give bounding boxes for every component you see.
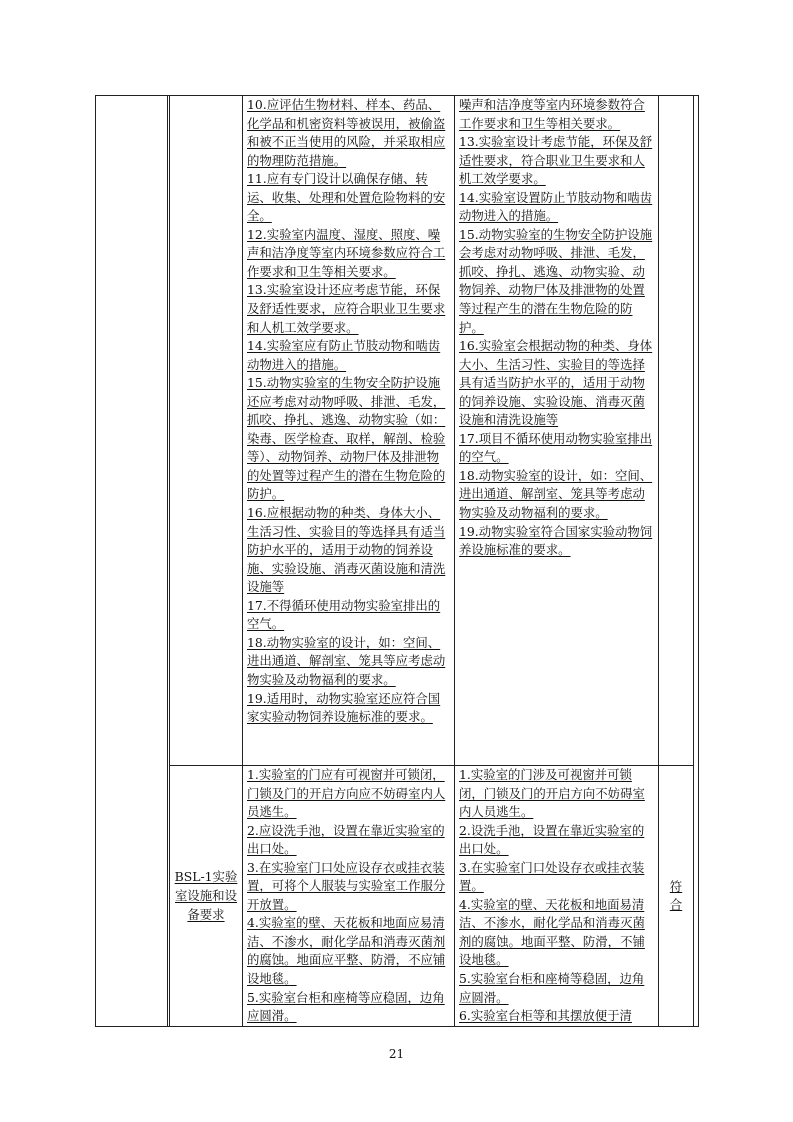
requirement-item: 2.应设洗手池，设置在靠近实验室的出口处。	[247, 822, 445, 857]
implementation-item: 14.实验室设置防止节肢动物和啮齿动物进入的措施。	[459, 189, 653, 224]
requirement-item: 5.实验室台柜和座椅等应稳固，边角应圆滑。	[247, 989, 445, 1024]
implementation-item: 1.实验室的门涉及可视窗并可锁闭，门锁及门的开启方向不妨碍室内人员逃生。	[459, 767, 645, 820]
top-requirements-cell	[243, 96, 455, 766]
implementation-item: 17.项目不循环使用动物实验室排出的空气。	[459, 430, 653, 465]
top-result-cell	[659, 96, 694, 766]
top-implementation-cell	[455, 96, 659, 766]
implementation-item: 13.实验室设计考虑节能，环保及舒适性要求，符合职业卫生要求和人机工效学要求。	[459, 134, 653, 187]
top-requirements-list	[243, 96, 454, 727]
bsl1-requirements-list	[243, 766, 454, 1026]
requirement-item: 14.实验室应有防止节肢动物和啮齿动物进入的措施。	[247, 338, 441, 372]
requirement-item: 1.实验室的门应有可视窗并可锁闭，门锁及门的开启方向应不妨碍室内人员逃生。	[247, 767, 446, 820]
edge-cell	[694, 96, 699, 1027]
requirement-item: 19.适用时，动物实验室还应符合国家实验动物饲养设施标准的要求。	[247, 690, 441, 725]
requirements-table	[95, 95, 699, 1027]
top-label-cell	[170, 96, 243, 766]
table-row-top	[96, 96, 699, 766]
bsl1-label-cell	[170, 766, 243, 1027]
requirement-item: 10.应评估生物材料、样本、药品、化学品和机密资料等被误用，被偷盗和被不正当使用的风险，并采取相应的物理防范措施。	[247, 97, 446, 168]
implementation-item: 15.动物实验室的生物安全防护设施会考虑对动物呼吸、排泄、毛发，抓咬、挣扎、逃逸、动物实验、动物饲养、动物尸体及排泄物的处置等过程产生的潜在生物危险的防护。	[459, 226, 653, 335]
implementation-item: 19.动物实验室符合国家实验动物饲养设施标准的要求。	[459, 523, 653, 558]
requirement-item: 17.不得循环使用动物实验室排出的空气。	[247, 597, 441, 632]
requirement-item: 13.实验室设计还应考虑节能，环保及舒适性要求，应符合职业卫生要求和人机工效学要求。	[247, 282, 446, 335]
bsl1-requirements-cell	[243, 766, 455, 1027]
requirement-item: 18.动物实验室的设计，如：空间、进出通道、解剖室、笼具等应考虑动物实验及动物福利的要求。	[247, 634, 446, 687]
requirement-item: 11.应有专门设计以确保存储、转运、收集、处理和处置危险物料的安全。	[247, 171, 446, 224]
requirement-item: 15.动物实验室的生物安全防护设施还应考虑对动物呼吸、排泄、毛发，抓咬、挣扎、逃逸、动物实验（如：染毒、医学检查、取样，解剖、检验等）、动物饲养、动物尸体及排泄物的处置等过程产生的潜在生物危险的防护。	[247, 375, 446, 502]
bsl1-implementation-cell	[455, 766, 659, 1027]
implementation-item: 6.实验室台柜等和其摆放便于清	[459, 1008, 632, 1024]
bsl1-result-cell	[659, 766, 694, 1027]
top-implementation-list	[455, 96, 658, 560]
requirement-item: 16.应根据动物的种类、身体大小、生活习性、实验目的等选择具有适当防护水平的，适用于动物的饲养设施、实验设施、消毒灭菌设施和清洗设施等	[247, 505, 446, 595]
bsl1-implementation-list	[455, 766, 658, 1026]
bsl1-section-label: BSL-1实验室设施和设备要求	[174, 869, 238, 923]
page-number: 21	[388, 1047, 405, 1061]
requirement-item: 3.在实验室门口处应设存衣或挂衣装置，可将个人服装与实验室工作服分开放置。	[247, 859, 446, 912]
table-row-bsl1	[96, 766, 699, 1027]
implementation-item: 2.设洗手池，设置在靠近实验室的出口处。	[459, 822, 645, 857]
compliance-result: 符合	[669, 878, 683, 912]
implementation-item: 5.实验室台柜和座椅等稳固，边角应圆滑。	[459, 971, 645, 1005]
implementation-item: 4.实验室的壁、天花板和地面易清洁、不渗水，耐化学品和消毒灭菌剂的腐蚀。地面平整、防滑，不铺设地毯。	[459, 896, 645, 968]
implementation-item: 噪声和洁净度等室内环境参数符合工作要求和卫生等相关要求。	[459, 97, 645, 131]
outer-category-cell	[96, 96, 168, 1027]
implementation-item: 18.动物实验室的设计，如：空间、进出通道、解剖室、笼具等考虑动物实验及动物福利的要求。	[459, 467, 653, 521]
requirement-item: 12.实验室内温度、湿度、照度、噪声和洁净度等室内环境参数应符合工作要求和卫生等相关要求。	[247, 226, 446, 279]
requirement-item: 4.实验室的壁、天花板和地面应易清洁、不渗水，耐化学品和消毒灭菌剂的腐蚀。地面应平整、防滑，不应铺设地毯。	[247, 915, 446, 987]
implementation-item: 3.在实验室门口处设存衣或挂衣装置。	[459, 859, 645, 894]
implementation-item: 16.实验室会根据动物的种类、身体大小、生活习性、实验目的等选择具有适当防护水平的，适用于动物的饲养设施、实验设施、消毒灭菌设施和清洗设施等	[459, 338, 653, 428]
